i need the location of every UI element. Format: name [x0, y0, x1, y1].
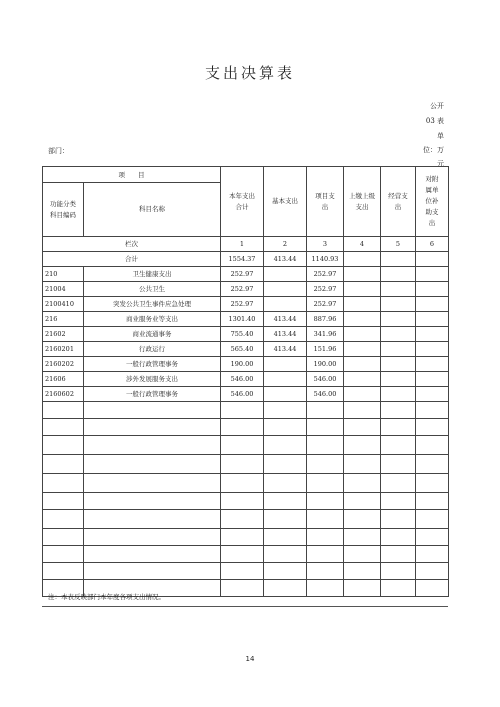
row-total: 755.40 — [221, 327, 264, 342]
col-index-3: 3 — [307, 237, 344, 252]
empty-cell — [84, 436, 221, 455]
row-basic — [264, 387, 307, 402]
row-turnover — [344, 312, 381, 327]
header-subject-name: 科目名称 — [84, 183, 221, 237]
row-project: 546.00 — [307, 387, 344, 402]
empty-row — [43, 402, 449, 419]
empty-cell — [307, 510, 344, 529]
empty-cell — [221, 529, 264, 546]
empty-cell — [416, 580, 449, 597]
row-subject-name: 涉外发展服务支出 — [84, 372, 221, 387]
empty-cell — [264, 474, 307, 493]
empty-cell — [84, 529, 221, 546]
row-turnover — [344, 342, 381, 357]
header-total: 本年支出 合计 — [221, 167, 264, 237]
row-turnover — [344, 297, 381, 312]
empty-cell — [264, 419, 307, 436]
row-subject-name: 一般行政管理事务 — [84, 387, 221, 402]
total-row-turnover — [344, 252, 381, 267]
empty-cell — [307, 529, 344, 546]
empty-cell — [381, 436, 416, 455]
row-project: 341.96 — [307, 327, 344, 342]
empty-cell — [221, 563, 264, 580]
empty-cell — [344, 529, 381, 546]
table-row — [43, 327, 449, 342]
empty-cell — [416, 546, 449, 563]
row-total: 1301.40 — [221, 312, 264, 327]
empty-cell — [84, 474, 221, 493]
empty-cell — [344, 436, 381, 455]
empty-cell — [307, 546, 344, 563]
empty-cell — [221, 436, 264, 455]
table-row — [43, 312, 449, 327]
department-label: 部门： — [48, 147, 69, 155]
row-code: 216 — [43, 312, 84, 327]
row-project: 887.96 — [307, 312, 344, 327]
row-business — [381, 267, 416, 282]
row-business — [381, 312, 416, 327]
empty-cell — [264, 455, 307, 474]
row-subject-name: 商业服务业等支出 — [84, 312, 221, 327]
table-row — [43, 282, 449, 297]
row-turnover — [344, 282, 381, 297]
row-project: 546.00 — [307, 372, 344, 387]
empty-cell — [307, 493, 344, 510]
empty-cell — [381, 419, 416, 436]
empty-cell — [416, 510, 449, 529]
empty-cell — [84, 402, 221, 419]
header-subsidy: 对附 属单 位补 助支 出 — [416, 167, 449, 237]
row-subsidy — [416, 282, 449, 297]
empty-row — [43, 419, 449, 436]
row-total: 565.40 — [221, 342, 264, 357]
table-row — [43, 372, 449, 387]
empty-cell — [43, 455, 84, 474]
row-basic: 413.44 — [264, 312, 307, 327]
empty-cell — [381, 546, 416, 563]
empty-cell — [264, 580, 307, 597]
empty-cell — [264, 563, 307, 580]
row-subject-name: 商业流通事务 — [84, 327, 221, 342]
total-row-basic: 413.44 — [264, 252, 307, 267]
empty-cell — [221, 546, 264, 563]
empty-cell — [264, 402, 307, 419]
col-index-label: 栏次 — [43, 237, 221, 252]
row-code: 21606 — [43, 372, 84, 387]
empty-cell — [264, 510, 307, 529]
row-subject-name: 公共卫生 — [84, 282, 221, 297]
table-row — [43, 387, 449, 402]
expenditure-table — [42, 166, 449, 597]
row-basic — [264, 297, 307, 312]
row-subsidy — [416, 267, 449, 282]
empty-cell — [221, 402, 264, 419]
row-subsidy — [416, 357, 449, 372]
row-code: 210 — [43, 267, 84, 282]
row-code: 2160602 — [43, 387, 84, 402]
empty-cell — [416, 436, 449, 455]
col-index-4: 4 — [344, 237, 381, 252]
empty-row — [43, 474, 449, 493]
empty-cell — [307, 580, 344, 597]
empty-cell — [381, 402, 416, 419]
empty-row — [43, 529, 449, 546]
row-basic — [264, 282, 307, 297]
row-total: 546.00 — [221, 372, 264, 387]
empty-row — [43, 546, 449, 563]
row-total: 252.97 — [221, 282, 264, 297]
empty-row — [43, 510, 449, 529]
table-row — [43, 342, 449, 357]
row-turnover — [344, 267, 381, 282]
total-row-business — [381, 252, 416, 267]
empty-cell — [381, 510, 416, 529]
row-turnover — [344, 357, 381, 372]
row-basic — [264, 357, 307, 372]
empty-cell — [221, 510, 264, 529]
row-code: 2160202 — [43, 357, 84, 372]
empty-cell — [416, 474, 449, 493]
header-business: 经营支 出 — [381, 167, 416, 237]
row-subsidy — [416, 297, 449, 312]
unit-label-line1: 单 — [437, 132, 444, 140]
empty-cell — [381, 493, 416, 510]
total-row-total: 1554.37 — [221, 252, 264, 267]
empty-cell — [84, 510, 221, 529]
row-project: 252.97 — [307, 297, 344, 312]
empty-cell — [344, 402, 381, 419]
row-turnover — [344, 327, 381, 342]
table-note: 注：本表反映部门本年度各项支出情况。 — [48, 593, 165, 601]
empty-cell — [84, 455, 221, 474]
empty-row — [43, 436, 449, 455]
empty-cell — [307, 563, 344, 580]
empty-cell — [43, 493, 84, 510]
bottom-rule — [42, 606, 448, 607]
empty-cell — [43, 529, 84, 546]
row-code: 2100410 — [43, 297, 84, 312]
empty-row — [43, 563, 449, 580]
row-total: 546.00 — [221, 387, 264, 402]
empty-cell — [344, 510, 381, 529]
empty-cell — [43, 419, 84, 436]
row-total: 190.00 — [221, 357, 264, 372]
empty-cell — [43, 546, 84, 563]
empty-cell — [307, 402, 344, 419]
empty-cell — [344, 580, 381, 597]
empty-cell — [264, 493, 307, 510]
empty-cell — [43, 510, 84, 529]
total-row-label: 合计 — [43, 252, 221, 267]
unit-label-line3: 元 — [437, 160, 444, 168]
row-business — [381, 282, 416, 297]
empty-cell — [84, 419, 221, 436]
empty-cell — [416, 455, 449, 474]
empty-cell — [381, 455, 416, 474]
empty-row — [43, 493, 449, 510]
empty-cell — [416, 402, 449, 419]
empty-cell — [221, 580, 264, 597]
empty-cell — [84, 563, 221, 580]
row-total: 252.97 — [221, 297, 264, 312]
empty-cell — [264, 546, 307, 563]
row-subsidy — [416, 342, 449, 357]
empty-cell — [84, 493, 221, 510]
row-business — [381, 342, 416, 357]
empty-cell — [307, 455, 344, 474]
row-turnover — [344, 372, 381, 387]
empty-cell — [221, 493, 264, 510]
row-subject-name: 一般行政管理事务 — [84, 357, 221, 372]
page-title: 支出决算表 — [204, 64, 295, 82]
row-basic — [264, 267, 307, 282]
empty-cell — [264, 529, 307, 546]
row-business — [381, 327, 416, 342]
empty-cell — [344, 493, 381, 510]
empty-cell — [344, 474, 381, 493]
empty-cell — [43, 474, 84, 493]
table-row — [43, 357, 449, 372]
row-project: 151.96 — [307, 342, 344, 357]
col-index-5: 5 — [381, 237, 416, 252]
header-project: 项 目 — [43, 167, 221, 183]
empty-cell — [307, 419, 344, 436]
empty-cell — [43, 436, 84, 455]
empty-cell — [221, 455, 264, 474]
total-row-project: 1140.93 — [307, 252, 344, 267]
row-project: 252.97 — [307, 282, 344, 297]
header-basic: 基本支出 — [264, 167, 307, 237]
empty-cell — [381, 529, 416, 546]
table-row — [43, 267, 449, 282]
row-subject-name: 行政运行 — [84, 342, 221, 357]
empty-cell — [264, 436, 307, 455]
empty-cell — [307, 436, 344, 455]
empty-cell — [344, 546, 381, 563]
row-code: 21602 — [43, 327, 84, 342]
empty-cell — [43, 402, 84, 419]
empty-row — [43, 455, 449, 474]
row-project: 252.97 — [307, 267, 344, 282]
page-number: 14 — [245, 655, 255, 663]
row-code: 2160201 — [43, 342, 84, 357]
empty-cell — [221, 419, 264, 436]
row-project: 190.00 — [307, 357, 344, 372]
empty-cell — [344, 563, 381, 580]
row-business — [381, 357, 416, 372]
empty-cell — [381, 563, 416, 580]
empty-cell — [416, 529, 449, 546]
row-subsidy — [416, 312, 449, 327]
col-index-2: 2 — [264, 237, 307, 252]
empty-cell — [416, 419, 449, 436]
empty-cell — [307, 474, 344, 493]
row-subsidy — [416, 372, 449, 387]
empty-cell — [381, 474, 416, 493]
header-func-code: 功能分类 科目编码 — [43, 183, 84, 237]
empty-cell — [221, 474, 264, 493]
empty-cell — [416, 563, 449, 580]
empty-cell — [84, 546, 221, 563]
row-basic: 413.44 — [264, 327, 307, 342]
empty-cell — [43, 563, 84, 580]
row-subsidy — [416, 387, 449, 402]
row-basic — [264, 372, 307, 387]
header-project-expenditure: 项目支 出 — [307, 167, 344, 237]
empty-cell — [381, 580, 416, 597]
row-business — [381, 372, 416, 387]
row-basic: 413.44 — [264, 342, 307, 357]
empty-cell — [344, 455, 381, 474]
row-business — [381, 297, 416, 312]
row-subject-name: 卫生健康支出 — [84, 267, 221, 282]
row-subject-name: 突发公共卫生事件应急处理 — [84, 297, 221, 312]
form-number-line2: 03 表 — [425, 117, 444, 125]
unit-label-line2: 位：万 — [423, 146, 444, 154]
col-index-6: 6 — [416, 237, 449, 252]
row-code: 21004 — [43, 282, 84, 297]
empty-cell — [416, 493, 449, 510]
col-index-1: 1 — [221, 237, 264, 252]
total-row-subsidy — [416, 252, 449, 267]
empty-cell — [344, 419, 381, 436]
row-total: 252.97 — [221, 267, 264, 282]
header-turnover: 上缴上级 支出 — [344, 167, 381, 237]
row-subsidy — [416, 327, 449, 342]
row-turnover — [344, 387, 381, 402]
row-business — [381, 387, 416, 402]
form-number-line1: 公开 — [430, 102, 444, 110]
table-row — [43, 297, 449, 312]
